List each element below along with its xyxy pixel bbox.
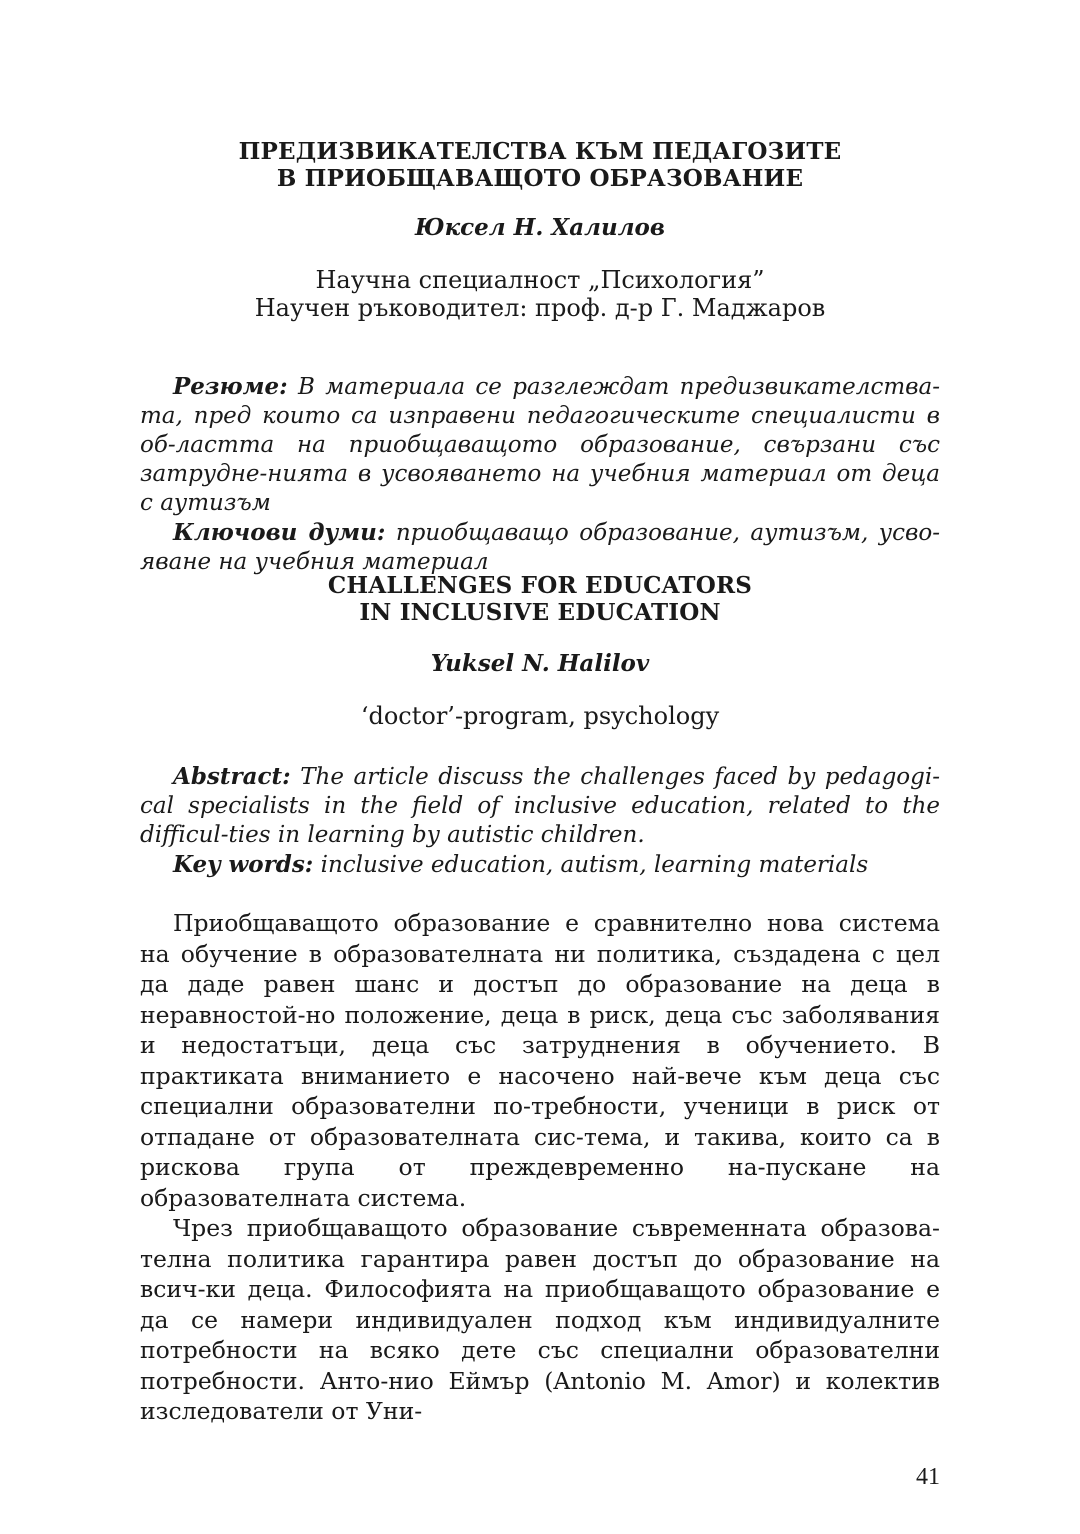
bg-abstract-paragraph xyxy=(140,372,940,518)
en-keywords-label: Key words: xyxy=(173,851,314,878)
en-keywords-paragraph xyxy=(140,850,940,880)
bg-abstract xyxy=(140,372,940,577)
en-abstract-paragraph xyxy=(140,762,940,850)
en-title-line1: CHALLENGES FOR EDUCATORS xyxy=(327,572,753,599)
en-abstract-text: The article discuss the challenges faced by pedagogi-cal specialists in the field of inclusive education, related to the difficul-ties in learning by autistic children. xyxy=(140,764,940,848)
en-keywords-text: inclusive education, autism, learning materials xyxy=(320,852,869,878)
body-text xyxy=(140,908,940,1427)
body-paragraph-1: Приобщаващото образование е сравнително нова система на обучение в образователната ни политика, създадена с цел да даде равен шанс и достъп до образование на деца в неравностой-но положение, деца в риск, деца със заболявания и недостатъци, деца със затруднения в обучението. В практиката вниманието е насочено най-вече към деца със специални образователни по-требности, ученици в риск от отпадане от образователната сис-тема, и такива, които са в рискова група от преждевременно на-пускане на образователната система. xyxy=(140,909,940,1212)
bg-abstract-text: В материала се разглеждат предизвикателства-та, пред които са изправени педагогическите специалисти в об-ластта на приобщаващото образование, свързани със затрудне-нията в усвояването на учебния материал от деца с аутизъм xyxy=(140,374,941,516)
body-paragraph-2: Чрез приобщаващото образование съвременната образова-телна политика гарантира равен достъп до образование на всич-ки деца. Философията на приобщаващото образование е да се намери индивидуален подход към индивидуалните потребности на всяко дете със специални образователни потребности. Анто-нио Еймър (Antonio M. Amor) и колектив изследователи от Уни- xyxy=(140,1214,940,1425)
en-title-line2: IN INCLUSIVE EDUCATION xyxy=(359,599,721,626)
en-author: Yuksel N. Halilov xyxy=(430,650,650,677)
bg-title-line1: ПРЕДИЗВИКАТЕЛСТВА КЪМ ПЕДАГОЗИТЕ xyxy=(238,138,842,165)
en-abstract-label: Abstract: xyxy=(173,763,291,790)
bg-author: Юксел Н. Халилов xyxy=(415,214,665,241)
en-title xyxy=(140,572,940,626)
bg-affiliation-line1: Научна специалност „Психология” xyxy=(315,266,765,294)
bg-affiliation xyxy=(140,266,940,322)
bg-title-line2: В ПРИОБЩАВАЩОТО ОБРАЗОВАНИЕ xyxy=(276,165,804,192)
en-abstract xyxy=(140,762,940,880)
en-affiliation: ‘doctor’-program, psychology xyxy=(360,702,720,730)
bg-affiliation-line2: Научен ръководител: проф. д-р Г. Маджаров xyxy=(254,294,826,322)
bg-keywords-label: Ключови думи: xyxy=(173,519,386,546)
bg-keywords-paragraph xyxy=(140,518,940,577)
bg-title xyxy=(140,138,940,192)
page-number: 41 xyxy=(916,1464,940,1490)
bg-keywords-text: приобщаващо образование, аутизъм, усво-яване на учебния материал xyxy=(140,520,940,575)
bg-abstract-label: Резюме: xyxy=(173,373,288,400)
